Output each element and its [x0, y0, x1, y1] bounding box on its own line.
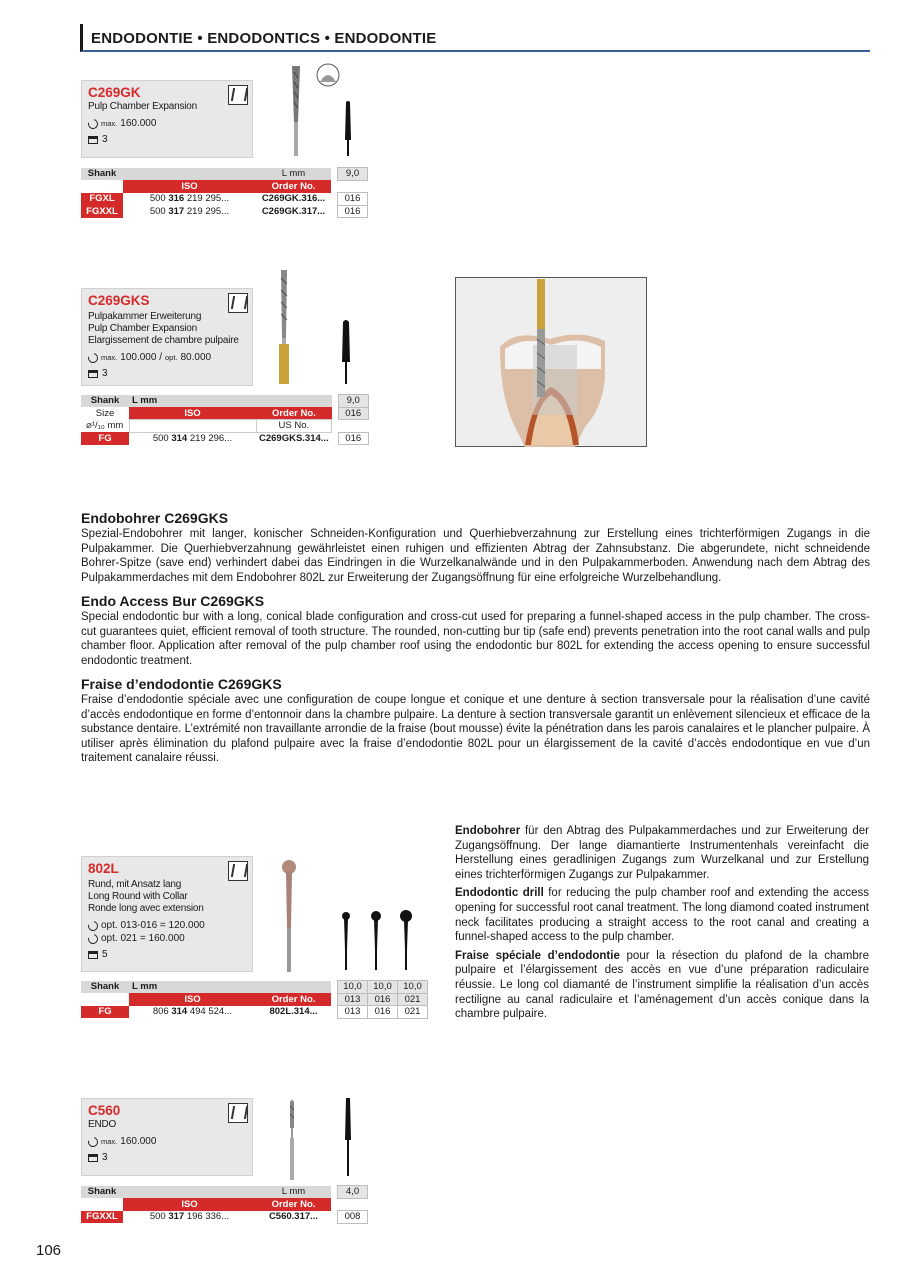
order-table-c269gk: Shank L mm 9,0 ISO Order No. FGXL 500 316 219 295... C269GK.316... 016 FGXXL 500 317 219 295... C269GK.317... 016	[81, 167, 368, 218]
pack-line: 3	[88, 133, 246, 146]
description-fr: Fraise d’endodontie C269GKS Fraise d’endodontie spéciale avec une configuration de coupe longue et conique et une denture à section transversale pour la réalisation d’une cavité d’accès endodontique en forme d’entonnoir dans la chambre pulpaire. La denture à section transversale garantit un enlèvement silencieux et efficace de la substance dentaire. L’extrémité non travaillante arrondie de la fraise (bout mousse) évite la pénétration dans les parois canalaires et le plancher pulpaire. À utiliser après élimination du plafond pulpaire avec la fraise d’endodontie 802L pour un élargissement de la cavité d’accès endodontique en vue d’un traitement canalaire réussi.	[81, 676, 870, 765]
product-desc: Pulp Chamber Expansion	[88, 101, 197, 112]
package-icon	[88, 136, 98, 144]
order-table-802l: Shank L mm 10,0 10,0 10,0 ISO Order No. 013 016 021 FG 806 314 494 524... 802L.314... 013 016 021	[81, 980, 428, 1019]
product-card-802l: 802L Rund, mit Ansatz lang Long Round with Collar Ronde long avec extension opt. 013-016 = 120.000 opt. 021 = 160.000 5	[81, 856, 253, 972]
product-card-c269gk	[81, 80, 253, 158]
rotation-icon	[86, 1135, 100, 1149]
bur-image-c269gks	[272, 268, 296, 388]
side-text-de: Endobohrer für den Abtrag des Pulpakammerdaches und zur Erweiterung der Zugangsöffnung. Der lange diamantierte Instrumentenhals vereinfacht die Herstellung eines geradlinigen Zugangs zum Wurzelkanal und zur Erstellung eines trichterförmigen Zugangs zur Pulpakammer.	[455, 825, 869, 881]
product-code: C269GK	[88, 85, 141, 100]
rpm-line: opt. 021 = 160.000	[88, 932, 246, 945]
product-code: C269GKS	[88, 293, 150, 308]
table-row: FG 806 314 494 524... 802L.314... 013 016 021	[81, 1006, 428, 1019]
page-number: 106	[36, 1242, 62, 1259]
length-value: 9,0	[338, 168, 368, 181]
order-table-c560: Shank L mm 4,0 ISO Order No. FGXXL 500 317 196 336... C560.317... 008	[81, 1185, 368, 1224]
table-row: FGXL 500 316 219 295... C269GK.316... 016	[81, 193, 368, 206]
package-icon	[88, 951, 98, 959]
rotation-icon	[86, 351, 100, 365]
rotation-icon	[86, 117, 100, 131]
bur-image-c560	[280, 1098, 304, 1182]
table-row: FG 500 314 219 296... C269GKS.314... 016	[81, 432, 368, 445]
side-description	[455, 824, 869, 1026]
pack-line: 3	[88, 367, 246, 380]
pack-line: 3	[88, 1151, 246, 1164]
bur-silhouette-c560	[340, 1096, 356, 1182]
table-row: FGXXL 500 317 219 295... C269GK.317... 016	[81, 205, 368, 218]
brand-logo-icon	[228, 293, 248, 313]
order-table-c269gks: Shank L mm 9,0 Size ISO Order No. 016 ⌀¹/₁₀ mm US No. FG 500 314 219 296... C269GKS.314... 016	[81, 394, 369, 445]
table-row: FGXXL 500 317 196 336... C560.317... 008	[81, 1211, 368, 1224]
rpm-line: max. 100.000 / opt. 80.000	[88, 351, 246, 364]
brand-logo-icon	[228, 1103, 248, 1123]
page-header	[80, 24, 870, 52]
brand-logo-icon	[228, 85, 248, 105]
side-text-en: Endodontic drill for reducing the pulp chamber roof and extending the access opening for successful root canal treatment. The long diamond coated instrument neck facilitates producing a straight access to the root canal and creating a funnel-shaped access to the pulp chamber.	[455, 887, 869, 944]
rotation-icon	[86, 932, 100, 946]
bur-silhouette-c269gks	[338, 318, 354, 388]
product-card-c269gks: C269GKS Pulpakammer Erweiterung Pulp Chamber Expansion Elargissement de chambre pulpaire max. 100.000 / opt. 80.000 3	[81, 288, 253, 386]
package-icon	[88, 370, 98, 378]
tooth-illustration	[455, 277, 647, 447]
product-code: C560	[88, 1103, 121, 1118]
rpm-line: max. 160.000	[88, 1135, 246, 1148]
rpm-line: opt. 013-016 = 120.000	[88, 919, 246, 932]
product-code: 802L	[88, 861, 119, 876]
rotation-icon	[86, 919, 100, 933]
brand-logo-icon	[228, 861, 248, 881]
side-text-fr: Fraise spéciale d’endodontie pour la résection du plafond de la chambre pulpaire et l’élargissement des accès en vue d’une préparation radiculaire réussie. Le long col diamanté de l’instrument simplifie la réalisation d’un accès rectiligne au canal radiculaire et l’aménagement d’un accès conique dans la chambre pulpaire.	[455, 949, 869, 1021]
description-en: Endo Access Bur C269GKS Special endodontic bur with a long, conical blade configuration and cross-cut used for preparing a funnel-shaped access in the pulp chamber. The cross-cut guarantees quiet, efficient removal of tooth structure. The rounded, non-cutting bur tip (safe end) prevents penetration into the root canal walls and pulp chamber floor. Application after removal of the pulp chamber roof using the endodontic bur 802L for extending the access opening to ensure successful endodontic treatment.	[81, 593, 870, 667]
rpm-line: max. 160.000	[88, 117, 246, 130]
header-title: ENDODONTIE • ENDODONTICS • ENDODONTIE	[91, 30, 437, 47]
description-de: Endobohrer C269GKS Spezial-Endobohrer mit langer, konischer Schneiden-Konfiguration und Querhiebverzahnung zur Erstellung eines trichterförmigen Zugangs in die Pulpakammer. Die Querhiebverzahnung gewährleistet einen ruhigen und effizienten Abtrag der Zahnsubstanz. Die abgerundete, nicht schneidende Bohrer-Spitze (save end) verhindert dabei das Eindringen in die Wurzelkanalwände und in den Pulpakammerboden. Anwendung nach dem Abtrag des Pulpakammerdaches mit dem Endobohrer 802L zur Erweiterung der Zugangsöffnung für eine erfolgreiche Wurzelbehandlung.	[81, 510, 870, 584]
product-card-c560: C560 ENDO max. 160.000 3	[81, 1098, 253, 1176]
bur-silhouette-c269gk	[340, 100, 356, 160]
bur-image-802l	[276, 858, 302, 974]
pack-line: 5	[88, 948, 246, 961]
package-icon	[88, 1154, 98, 1162]
bur-silhouettes-802l	[334, 910, 424, 974]
